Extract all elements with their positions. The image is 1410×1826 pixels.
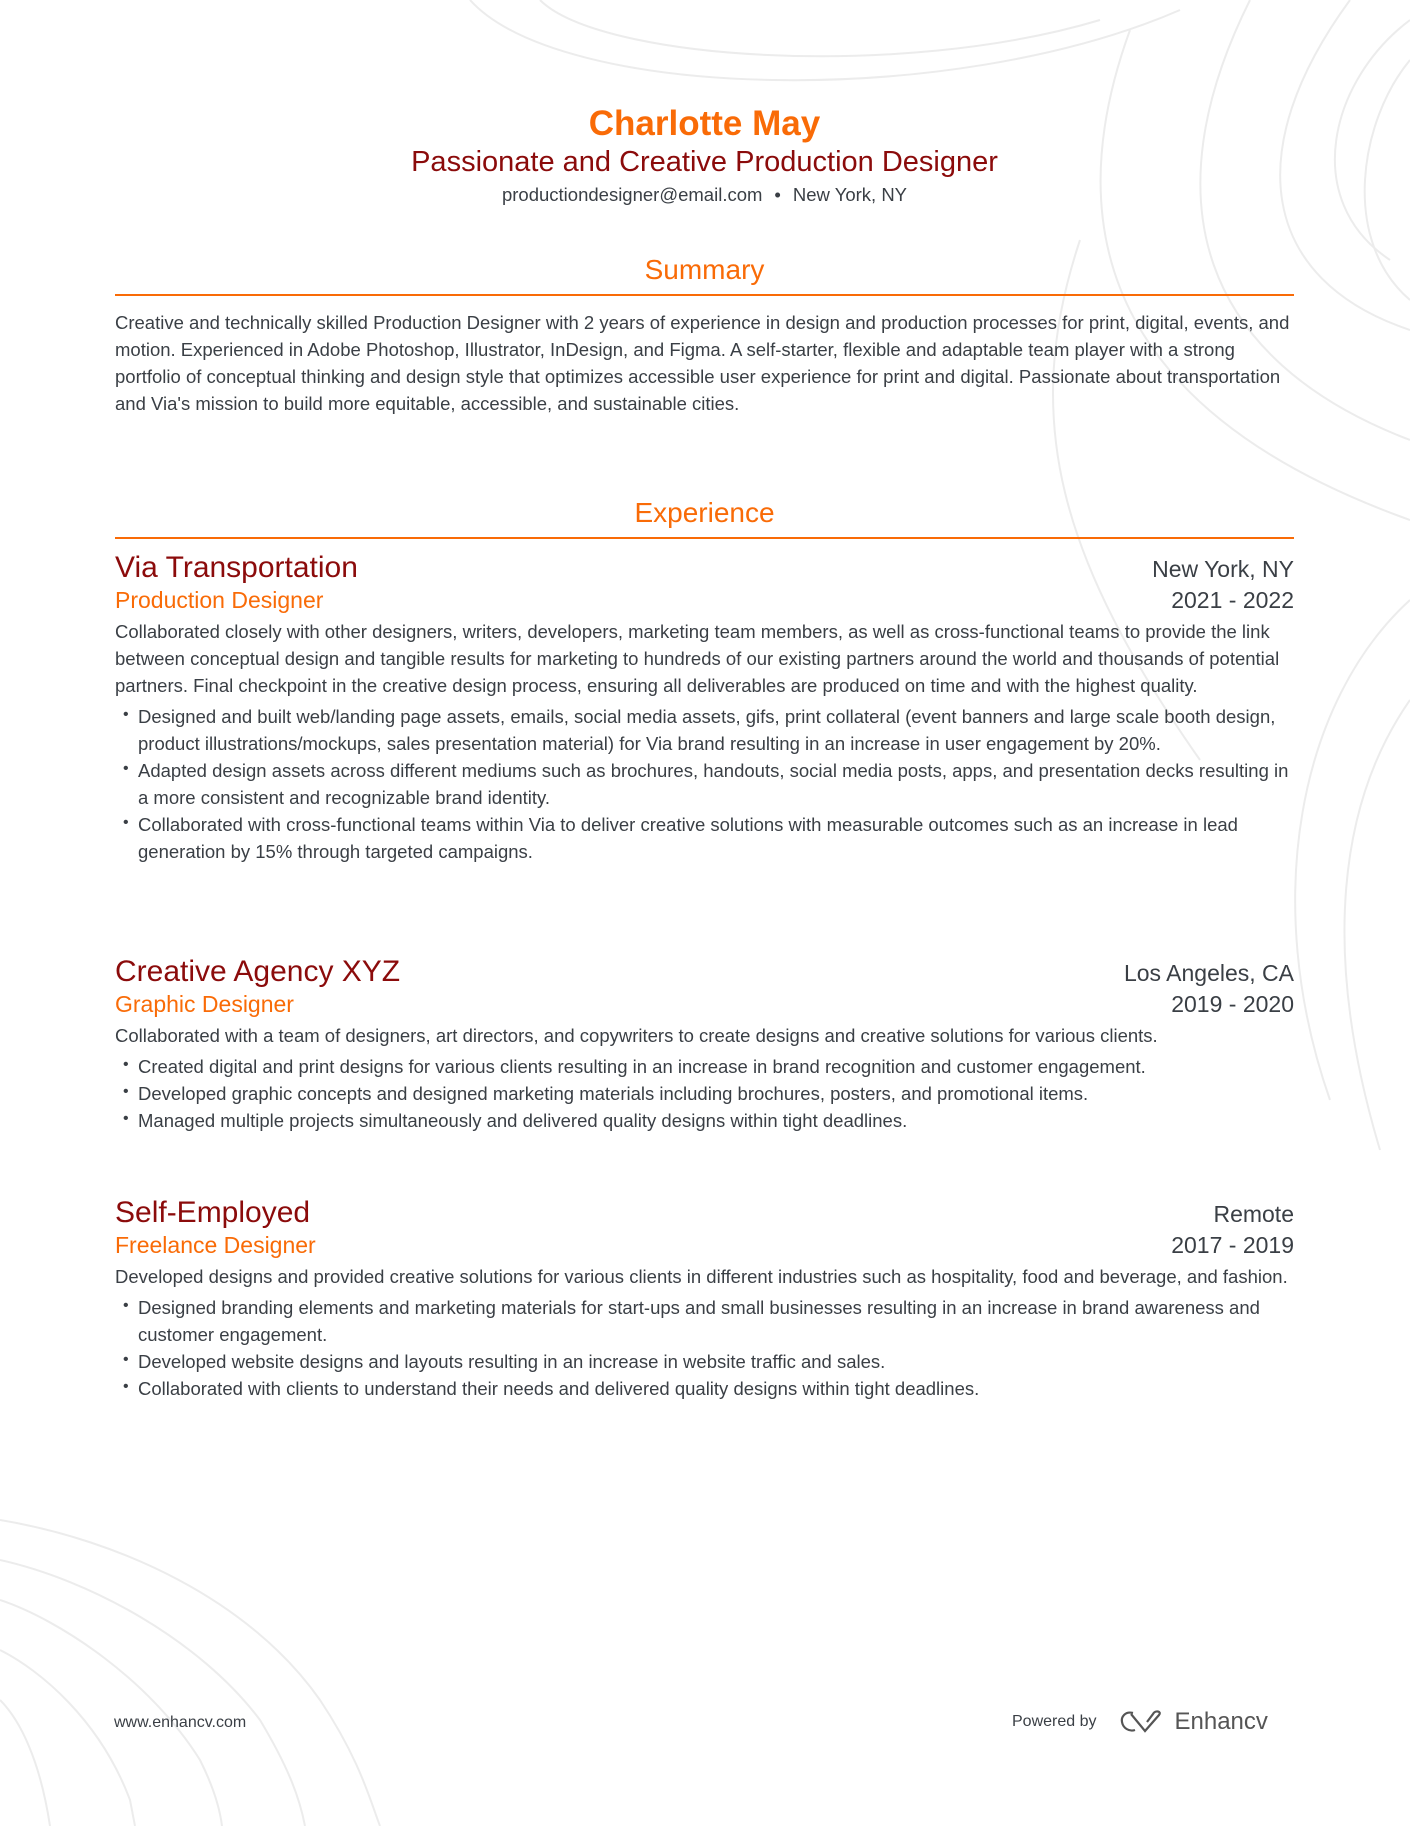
job-bullet: • Developed website designs and layouts resulting in an increase in website traffic and sales.: [138, 1348, 1294, 1375]
contact-line: [115, 184, 1294, 206]
job-bullet: • Developed graphic concepts and designed marketing materials including brochures, posters, and promotional items.: [138, 1080, 1294, 1107]
job-role: Freelance Designer: [115, 1232, 316, 1258]
candidate-title: Passionate and Creative Production Designer: [411, 146, 998, 178]
summary-heading: Summary: [115, 254, 1294, 296]
job-role: Graphic Designer: [115, 991, 294, 1017]
job-entry: [115, 955, 1294, 1134]
job-description: Collaborated closely with other designers, writers, developers, marketing team members, as well as cross-functional teams to provide the link between conceptual design and tangible results for marketing to hundreds of our existing partners around the world and thousands of potential partners. Final checkpoint in the creative design process, ensuring all deliverables are produced on time and with the highest quality.: [115, 621, 1280, 696]
footer-website-link[interactable]: www.enhancv.com: [114, 1714, 247, 1731]
job-bullet: • Managed multiple projects simultaneously and delivered quality designs within tight deadlines.: [138, 1107, 1294, 1134]
job-bullets: [115, 1053, 1294, 1134]
job-location: Los Angeles, CA: [1123, 960, 1294, 986]
job-location: New York, NY: [1152, 556, 1294, 582]
experience-heading: Experience: [115, 497, 1294, 539]
job-bullets: [115, 1294, 1294, 1402]
job-role: Production Designer: [115, 587, 324, 613]
summary-text: Creative and technically skilled Production Designer with 2 years of experience in design and production processes for print, digital, events, and motion. Experienced in Adobe Photoshop, Illustrator, InDesign, and Figma. A self-starter, flexible and adaptable team player with a strong portfolio of conceptual thinking and design style that optimizes accessible user experience for print and digital. Passionate about transportation and Via's mission to build more equitable, accessible, and sustainable cities.: [115, 312, 1290, 414]
job-bullet: • Collaborated with clients to understand their needs and delivered quality designs within tight deadlines.: [138, 1375, 1294, 1402]
powered-by-label: Powered by: [1012, 1713, 1097, 1730]
job-dates: 2019 - 2020: [1171, 991, 1294, 1017]
job-company: Self-Employed: [115, 1196, 311, 1229]
job-entry: [115, 1196, 1294, 1402]
job-bullet: • Collaborated with cross-functional teams within Via to deliver creative solutions with measurable outcomes such as an increase in lead generation by 15% through targeted campaigns.: [138, 811, 1294, 865]
job-bullet: • Designed branding elements and marketing materials for start-ups and small businesses resulting in an increase in brand awareness and customer engagement.: [138, 1294, 1294, 1348]
job-dates: 2017 - 2019: [1171, 1232, 1294, 1258]
enhancv-logo-icon: [1119, 1709, 1165, 1735]
experience-section: [115, 497, 1294, 539]
job-bullet: • Created digital and print designs for various clients resulting in an increase in brand recognition and customer engagement.: [138, 1053, 1294, 1080]
job-entry: [115, 551, 1294, 865]
enhancv-logo[interactable]: [1119, 1708, 1268, 1736]
email-link[interactable]: productiondesigner@email.com: [501, 184, 763, 205]
separator: •: [774, 184, 781, 205]
contact-location: New York, NY: [792, 184, 908, 205]
job-bullet: • Designed and built web/landing page assets, emails, social media assets, gifs, print collateral (event banners and large scale booth design, product illustrations/mockups, sales presentation material) for Via brand resulting in an increase in user engagement by 20%.: [138, 703, 1294, 757]
job-description: Collaborated with a team of designers, art directors, and copywriters to create designs and creative solutions for various clients.: [115, 1025, 1158, 1046]
footer-powered-by: [1012, 1708, 1268, 1736]
job-bullets: [115, 703, 1294, 865]
candidate-name: Charlotte May: [588, 104, 821, 143]
job-dates: 2021 - 2022: [1171, 587, 1294, 613]
job-location: Remote: [1213, 1201, 1294, 1227]
job-description: Developed designs and provided creative solutions for various clients in different industries such as hospitality, food and beverage, and fashion.: [115, 1266, 1288, 1287]
job-company: Via Transportation: [115, 551, 358, 584]
brand-name: Enhancv: [1174, 1708, 1268, 1735]
summary-section: [115, 254, 1294, 417]
job-bullet: • Adapted design assets across different mediums such as brochures, handouts, social media posts, apps, and presentation decks resulting in a more consistent and recognizable brand identity.: [138, 757, 1294, 811]
job-company: Creative Agency XYZ: [115, 955, 401, 988]
